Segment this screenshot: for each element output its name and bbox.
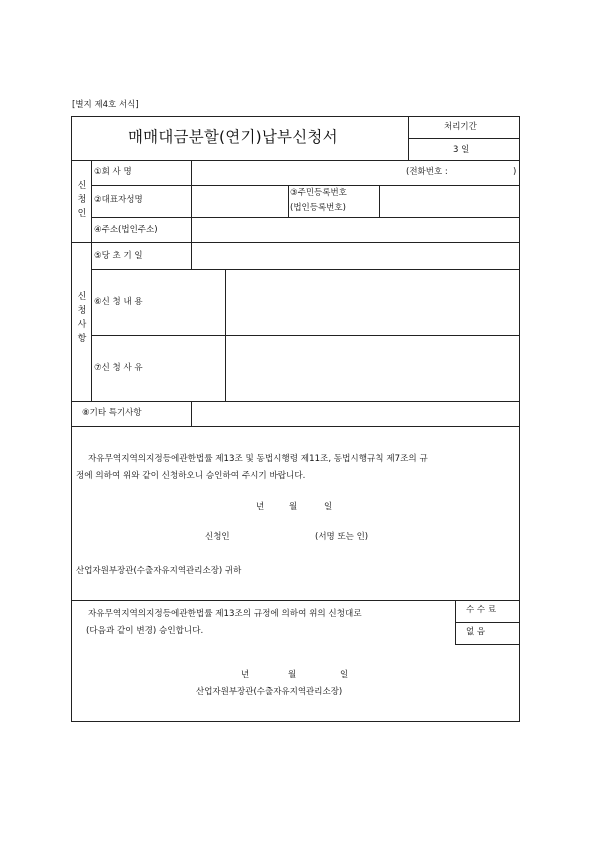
frame-top [71, 116, 520, 117]
approval-year: 년 [241, 670, 250, 680]
other-notes-label: ⑧기타 특기사항 [82, 408, 142, 418]
approval-authority: 산업자원부장관(수출자유지역관리소장) [196, 687, 343, 697]
addressee: 산업자원부장관(수출자유지역관리소장) 귀하 [76, 566, 242, 576]
sign-or-seal-label: (서명 또는 인) [315, 532, 369, 542]
request-reason-label: ⑦신 청 사 유 [94, 363, 143, 373]
statement-line-2: 정에 의하여 위와 같이 신청하오니 승인하여 주시기 바랍니다. [76, 471, 306, 481]
applicant-sign-label: 신청인 [205, 532, 230, 542]
statement-day: 일 [324, 502, 333, 512]
approval-line-2: (다음과 같이 변경) 승인합니다. [86, 626, 204, 636]
phone-close: ) [513, 167, 517, 177]
approval-line-1: 자유무역지역의지정등에관한법률 제13조의 규정에 의하여 위의 신청대로 [88, 609, 362, 619]
processing-value: 3 일 [453, 145, 470, 155]
statement-year: 년 [256, 502, 265, 512]
statement-month: 월 [289, 502, 298, 512]
approval-day: 일 [340, 670, 349, 680]
fee-label: 수 수 료 [466, 605, 497, 615]
processing-label: 처리기간 [444, 122, 477, 132]
form-title: 매매대금분할(연기)납부신청서 [128, 128, 338, 146]
resident-id-label: ③주민등록번호 [290, 188, 347, 198]
phone-label: (전화번호 : [406, 167, 448, 177]
frame-right [519, 116, 520, 721]
frame-left [71, 116, 72, 721]
address-label: ④주소(법인주소) [94, 225, 158, 235]
applicant-section-label: 신 청 인 [77, 181, 87, 219]
fee-value: 없 음 [466, 627, 486, 637]
statement-line-1: 자유무역지역의지정등에관한법률 제13조 및 동법시행령 제11조, 동법시행규칙 제7조의 규 [88, 454, 428, 464]
company-name-label: ①회 사 명 [94, 167, 132, 177]
frame-bottom [71, 721, 520, 722]
request-section-label: 신 청 사 항 [77, 292, 87, 344]
corporate-id-label: (법인등록번호) [290, 203, 346, 213]
representative-label: ②대표자성명 [94, 195, 143, 205]
original-date-label: ⑤당 초 기 일 [94, 251, 143, 261]
form-number: [별지 제4호 서식] [72, 100, 139, 110]
request-content-label: ⑥신 청 내 용 [94, 297, 143, 307]
approval-month: 월 [288, 670, 297, 680]
